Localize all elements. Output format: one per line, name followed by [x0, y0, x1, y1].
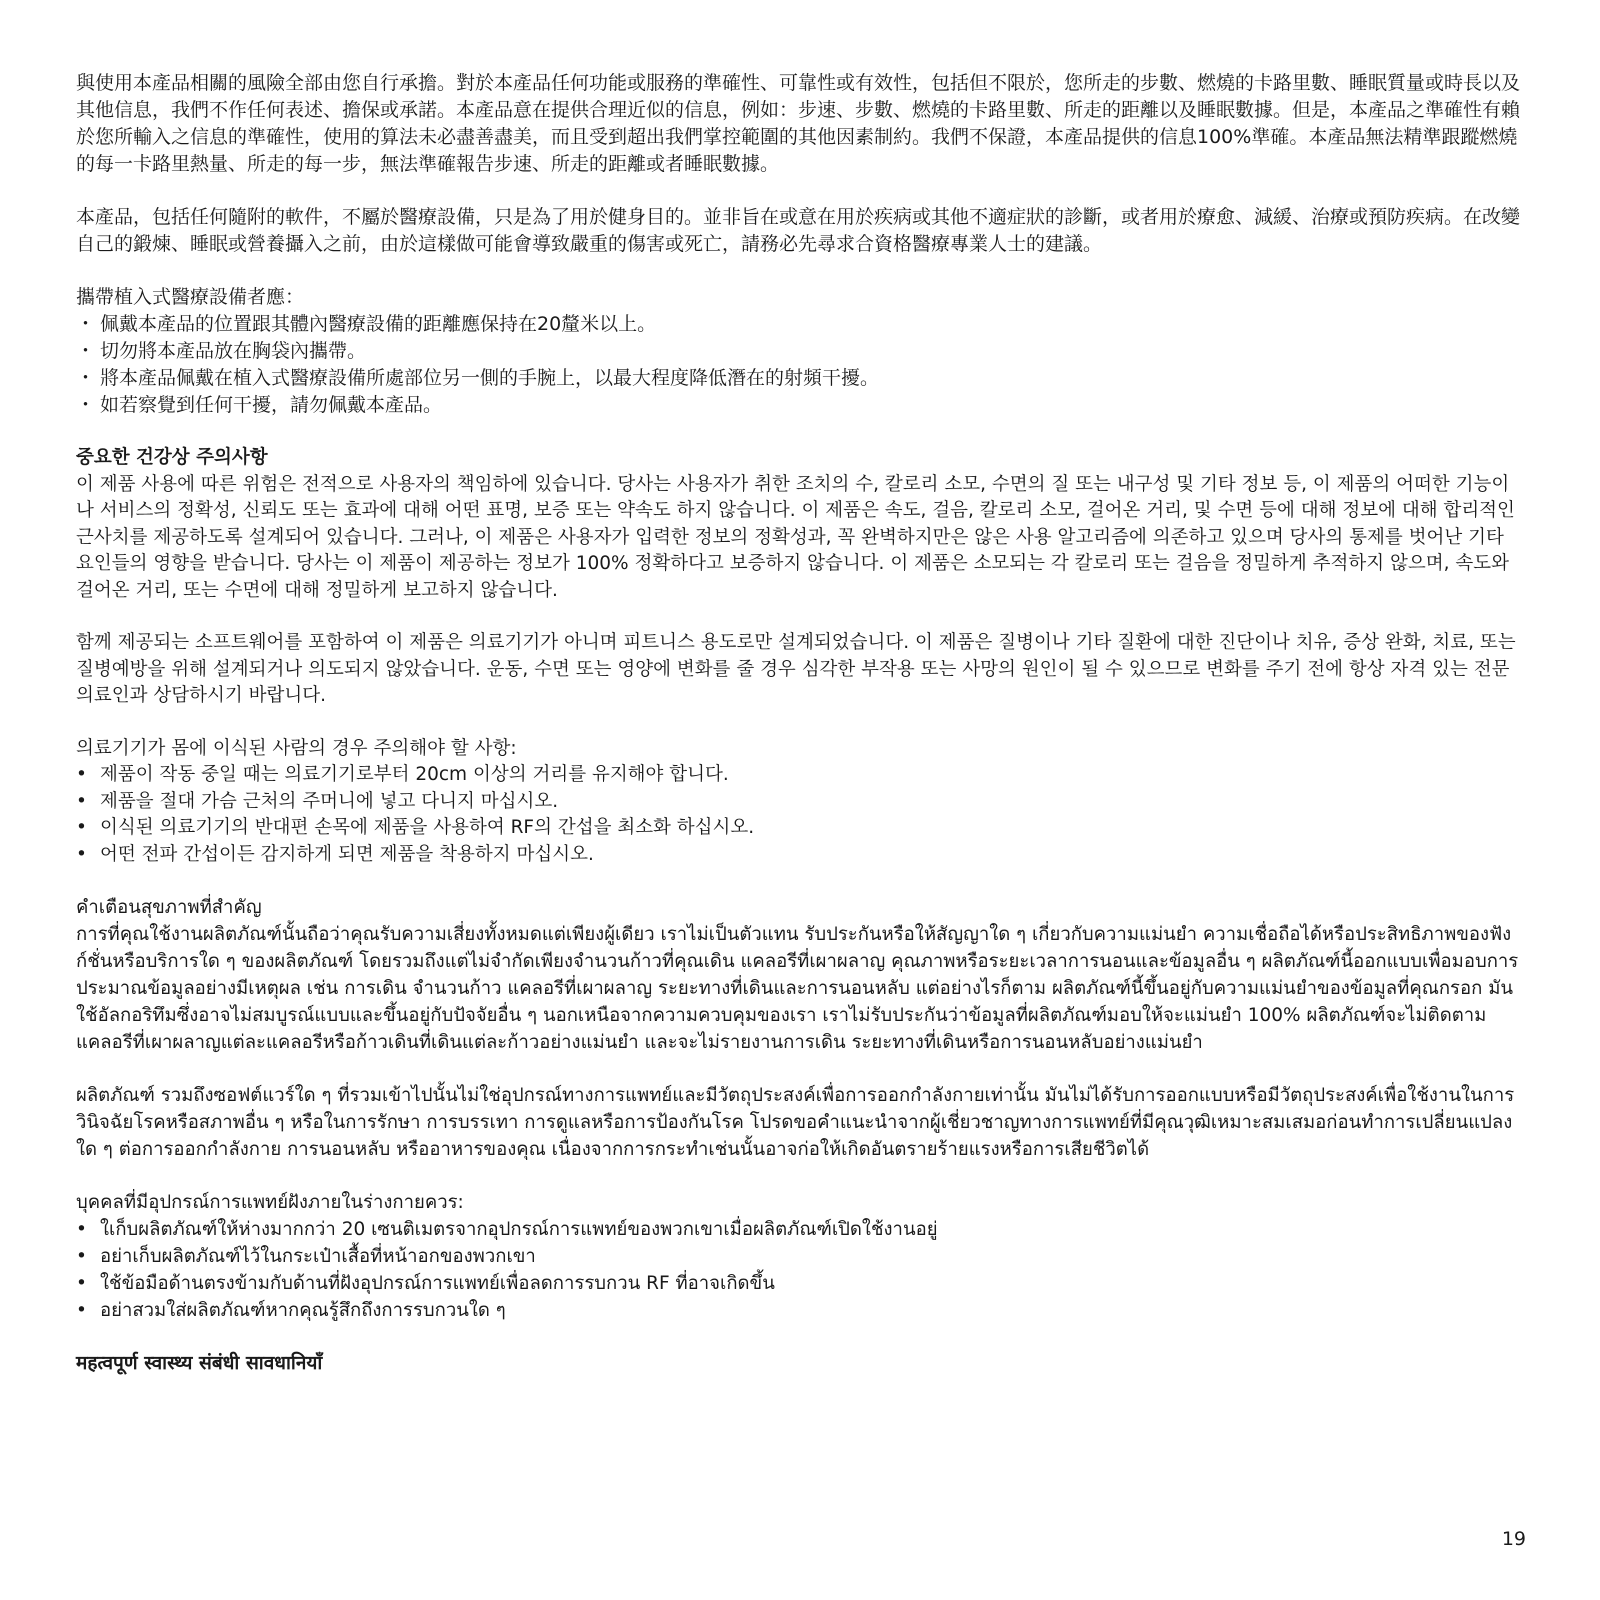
list-item: ・ 佩戴本產品的位置跟其體內醫療設備的距離應保持在20釐米以上。: [76, 311, 1526, 338]
list-item: • 제품을 절대 가슴 근처의 주머니에 넣고 다니지 마십시오.: [76, 789, 1526, 816]
list-item: ・ 切勿將本產品放在胸袋內攜帶。: [76, 338, 1526, 365]
hindi-section: [76, 1350, 1526, 1377]
th-list-intro: บุคคลที่มีอุปกรณ์การแพทย์ฝังภายในร่างกายควร:: [76, 1192, 464, 1213]
list-item: • อย่าเก็บผลิตภัณฑ์ไว้ในกระเป๋าเสื้อที่หน้าอกของพวกเขา: [76, 1243, 1526, 1270]
chinese-section: [76, 70, 1526, 419]
bullet-icon: •: [76, 1219, 87, 1240]
ko-bullet-list: [76, 762, 1526, 868]
th-paragraph-2: ผลิตภัณฑ์ รวมถึงซอฟต์แวร์ใด ๆ ที่รวมเข้าไปนั้นไม่ใช่อุปกรณ์ทางการแพทย์และมีวัตถุประสงค์เพื่อการออกกำลังกายเท่านั้น มันไม่ได้รับการออกแบบหรือมีวัตถุประสงค์เพื่อใช้งานในการวินิจฉัยโรคหรือสภาพอื่น ๆ หรือในการรักษา การบรรเทา การดูแลหรือการป้องกันโรค โปรดขอคำแนะนำจากผู้เชี่ยวชาญทางการแพทย์ที่มีคุณวุฒิเหมาะสมเสมอก่อนทำการเปลี่ยนแปลงใด ๆ ต่อการออกกำลังกาย การนอนหลับ หรืออาหารของคุณ เนื่องจากการกระทำเช่นนั้นอาจก่อให้เกิดอันตรายร้ายแรงหรือการเสียชีวิตได้: [76, 1085, 1515, 1160]
bullet-icon: ・: [76, 313, 96, 335]
bullet-icon: ・: [76, 394, 96, 416]
zh-paragraph-2: 本產品，包括任何隨附的軟件，不屬於醫療設備，只是為了用於健身目的。並非旨在或意在用於疾病或其他不適症狀的診斷，或者用於療愈、減緩、治療或預防疾病。在改變自己的鍛煉、睡眠或營養攝入之前，由於這樣做可能會導致嚴重的傷害或死亡，請務必先尋求合資格醫療專業人士的建議。: [76, 206, 1521, 255]
list-item: • 어떤 전파 간섭이든 감지하게 되면 제품을 착용하지 마십시오.: [76, 842, 1526, 869]
list-item: • 제품이 작동 중일 때는 의료기기로부터 20cm 이상의 거리를 유지해야 합니다.: [76, 762, 1526, 789]
th-paragraph-1: การที่คุณใช้งานผลิตภัณฑ์นั้นถือว่าคุณรับความเสี่ยงทั้งหมดแต่เพียงผู้เดียว เราไม่เป็นตัวแทน รับประกันหรือให้สัญญาใด ๆ เกี่ยวกับความแม่นยำ ความเชื่อถือได้หรือประสิทธิภาพของฟังก์ชั่นหรือบริการใด ๆ ของผลิตภัณฑ์ โดยรวมถึงแต่ไม่จำกัดเพียงจำนวนก้าวที่คุณเดิน แคลอรีที่เผาผลาญ คุณภาพหรือระยะเวลาการนอนและข้อมูลอื่น ๆ ผลิตภัณฑ์นี้ออกแบบเพื่อมอบการประมาณข้อมูลอย่างมีเหตุผล เช่น การเดิน จำนวนก้าว แคลอรีที่เผาผลาญ ระยะทางที่เดินและการนอนหลับ แต่อย่างไรก็ตาม ผลิตภัณฑ์นี้ขึ้นอยู่กับความแม่นยำของข้อมูลที่คุณกรอก มันใช้อัลกอริทึมซึ่งอาจไม่สมบูรณ์แบบและขึ้นอยู่กับปัจจัยอื่น ๆ นอกเหนือจากความควบคุมของเรา เราไม่รับประกันว่าข้อมูลที่ผลิตภัณฑ์มอบให้จะแม่นยำ 100% ผลิตภัณฑ์จะไม่ติดตามแคลอรีที่เผาผลาญแต่ละแคลอรีหรือก้าวเดินที่เดินแต่ละก้าวอย่างแม่นยำ และจะไม่รายงานการเดิน ระยะทางที่เดินหรือการนอนหลับอย่างแม่นยำ: [76, 924, 1519, 1053]
th-heading: คำเตือนสุขภาพที่สำคัญ: [76, 897, 262, 918]
bullet-icon: ・: [76, 367, 96, 389]
zh-paragraph-1: 與使用本產品相關的風險全部由您自行承擔。對於本產品任何功能或服務的準確性、可靠性或有效性，包括但不限於，您所走的步數、燃燒的卡路里數、睡眠質量或時長以及其他信息，我們不作任何表述、擔保或承諾。本產品意在提供合理近似的信息，例如：步速、步數、燃燒的卡路里數、所走的距離以及睡眠數據。但是，本產品之準確性有賴於您所輸入之信息的準確性，使用的算法未必盡善盡美，而且受到超出我們掌控範圍的其他因素制約。我們不保證，本產品提供的信息100%準確。本產品無法精準跟蹤燃燒的每一卡路里熱量、所走的每一步，無法準確報告步速、所走的距離或者睡眠數據。: [76, 72, 1521, 175]
ko-paragraph-1: 이 제품 사용에 따른 위험은 전적으로 사용자의 책임하에 있습니다. 당사는 사용자가 취한 조치의 수, 칼로리 소모, 수면의 질 또는 내구성 및 기타 정보 등, 이 제품의 어떠한 기능이나 서비스의 정확성, 신뢰도 또는 효과에 대해 어떤 표명, 보증 또는 약속도 하지 않습니다. 이 제품은 속도, 걸음, 칼로리 소모, 걸어온 거리, 및 수면 등에 대해 정보에 대해 합리적인 근사치를 제공하도록 설계되어 있습니다. 그러나, 이 제품은 사용자가 입력한 정보의 정확성과, 꼭 완벽하지만은 않은 사용 알고리즘에 의존하고 있으며 당사의 통제를 벗어난 기타 요인들의 영향을 받습니다. 당사는 이 제품이 제공하는 정보가 100% 정확하다고 보증하지 않습니다. 이 제품은 소모되는 각 칼로리 또는 걸음을 정밀하게 추적하지 않으며, 속도와 걸어온 거리, 또는 수면에 대해 정밀하게 보고하지 않습니다.: [76, 473, 1515, 601]
document-page: [76, 70, 1526, 1377]
hi-heading: महत्वपूर्ण स्वास्थ्य संबंधी सावधानियाँ: [76, 1352, 323, 1374]
bullet-icon: •: [76, 1273, 87, 1294]
bullet-icon: •: [76, 843, 87, 865]
list-item: • อย่าสวมใส่ผลิตภัณฑ์หากคุณรู้สึกถึงการรบกวนใด ๆ: [76, 1297, 1526, 1324]
thai-section: [76, 894, 1526, 1324]
th-bullet-list: [76, 1216, 1526, 1324]
list-item: • ใช้ข้อมือด้านตรงข้ามกับด้านที่ฝังอุปกรณ์การแพทย์เพื่อลดการรบกวน RF ที่อาจเกิดขึ้น: [76, 1270, 1526, 1297]
page-number: 19: [1501, 1528, 1526, 1550]
ko-heading: 중요한 건강상 주의사항: [76, 447, 268, 468]
list-item: • 이식된 의료기기의 반대편 손목에 제품을 사용하여 RF의 간섭을 최소화 하십시오.: [76, 815, 1526, 842]
bullet-icon: ・: [76, 340, 96, 362]
bullet-icon: •: [76, 817, 87, 838]
bullet-icon: •: [76, 1246, 87, 1267]
ko-paragraph-2: 함께 제공되는 소프트웨어를 포함하여 이 제품은 의료기기가 아니며 피트니스 용도로만 설계되었습니다. 이 제품은 질병이나 기타 질환에 대한 진단이나 치유, 증상 완화, 치료, 또는 질병예방을 위해 설계되거나 의도되지 않았습니다. 운동, 수면 또는 영양에 변화를 줄 경우 심각한 부작용 또는 사망의 원인이 될 수 있으므로 변화를 주기 전에 항상 자격 있는 전문 의료인과 상담하시기 바랍니다.: [76, 632, 1516, 706]
bullet-icon: •: [76, 764, 87, 785]
bullet-icon: •: [76, 1300, 87, 1321]
bullet-icon: •: [76, 790, 87, 812]
list-item: ・ 如若察覺到任何干擾，請勿佩戴本產品。: [76, 392, 1526, 419]
list-item: • ใเก็บผลิตภัณฑ์ให้ห่างมากกว่า 20 เซนติเมตรจากอุปกรณ์การแพทย์ของพวกเขาเมื่อผลิตภัณฑ์เปิดใช้งานอยู่: [76, 1216, 1526, 1243]
zh-list-intro: 攜帶植入式醫療設備者應：: [76, 286, 305, 308]
list-item: ・ 將本產品佩戴在植入式醫療設備所處部位另一側的手腕上，以最大程度降低潛在的射頻干擾。: [76, 365, 1526, 392]
zh-bullet-list: [76, 311, 1526, 419]
ko-list-intro: 의료기기가 몸에 이식된 사람의 경우 주의해야 할 사항:: [76, 737, 517, 759]
korean-section: [76, 445, 1526, 868]
